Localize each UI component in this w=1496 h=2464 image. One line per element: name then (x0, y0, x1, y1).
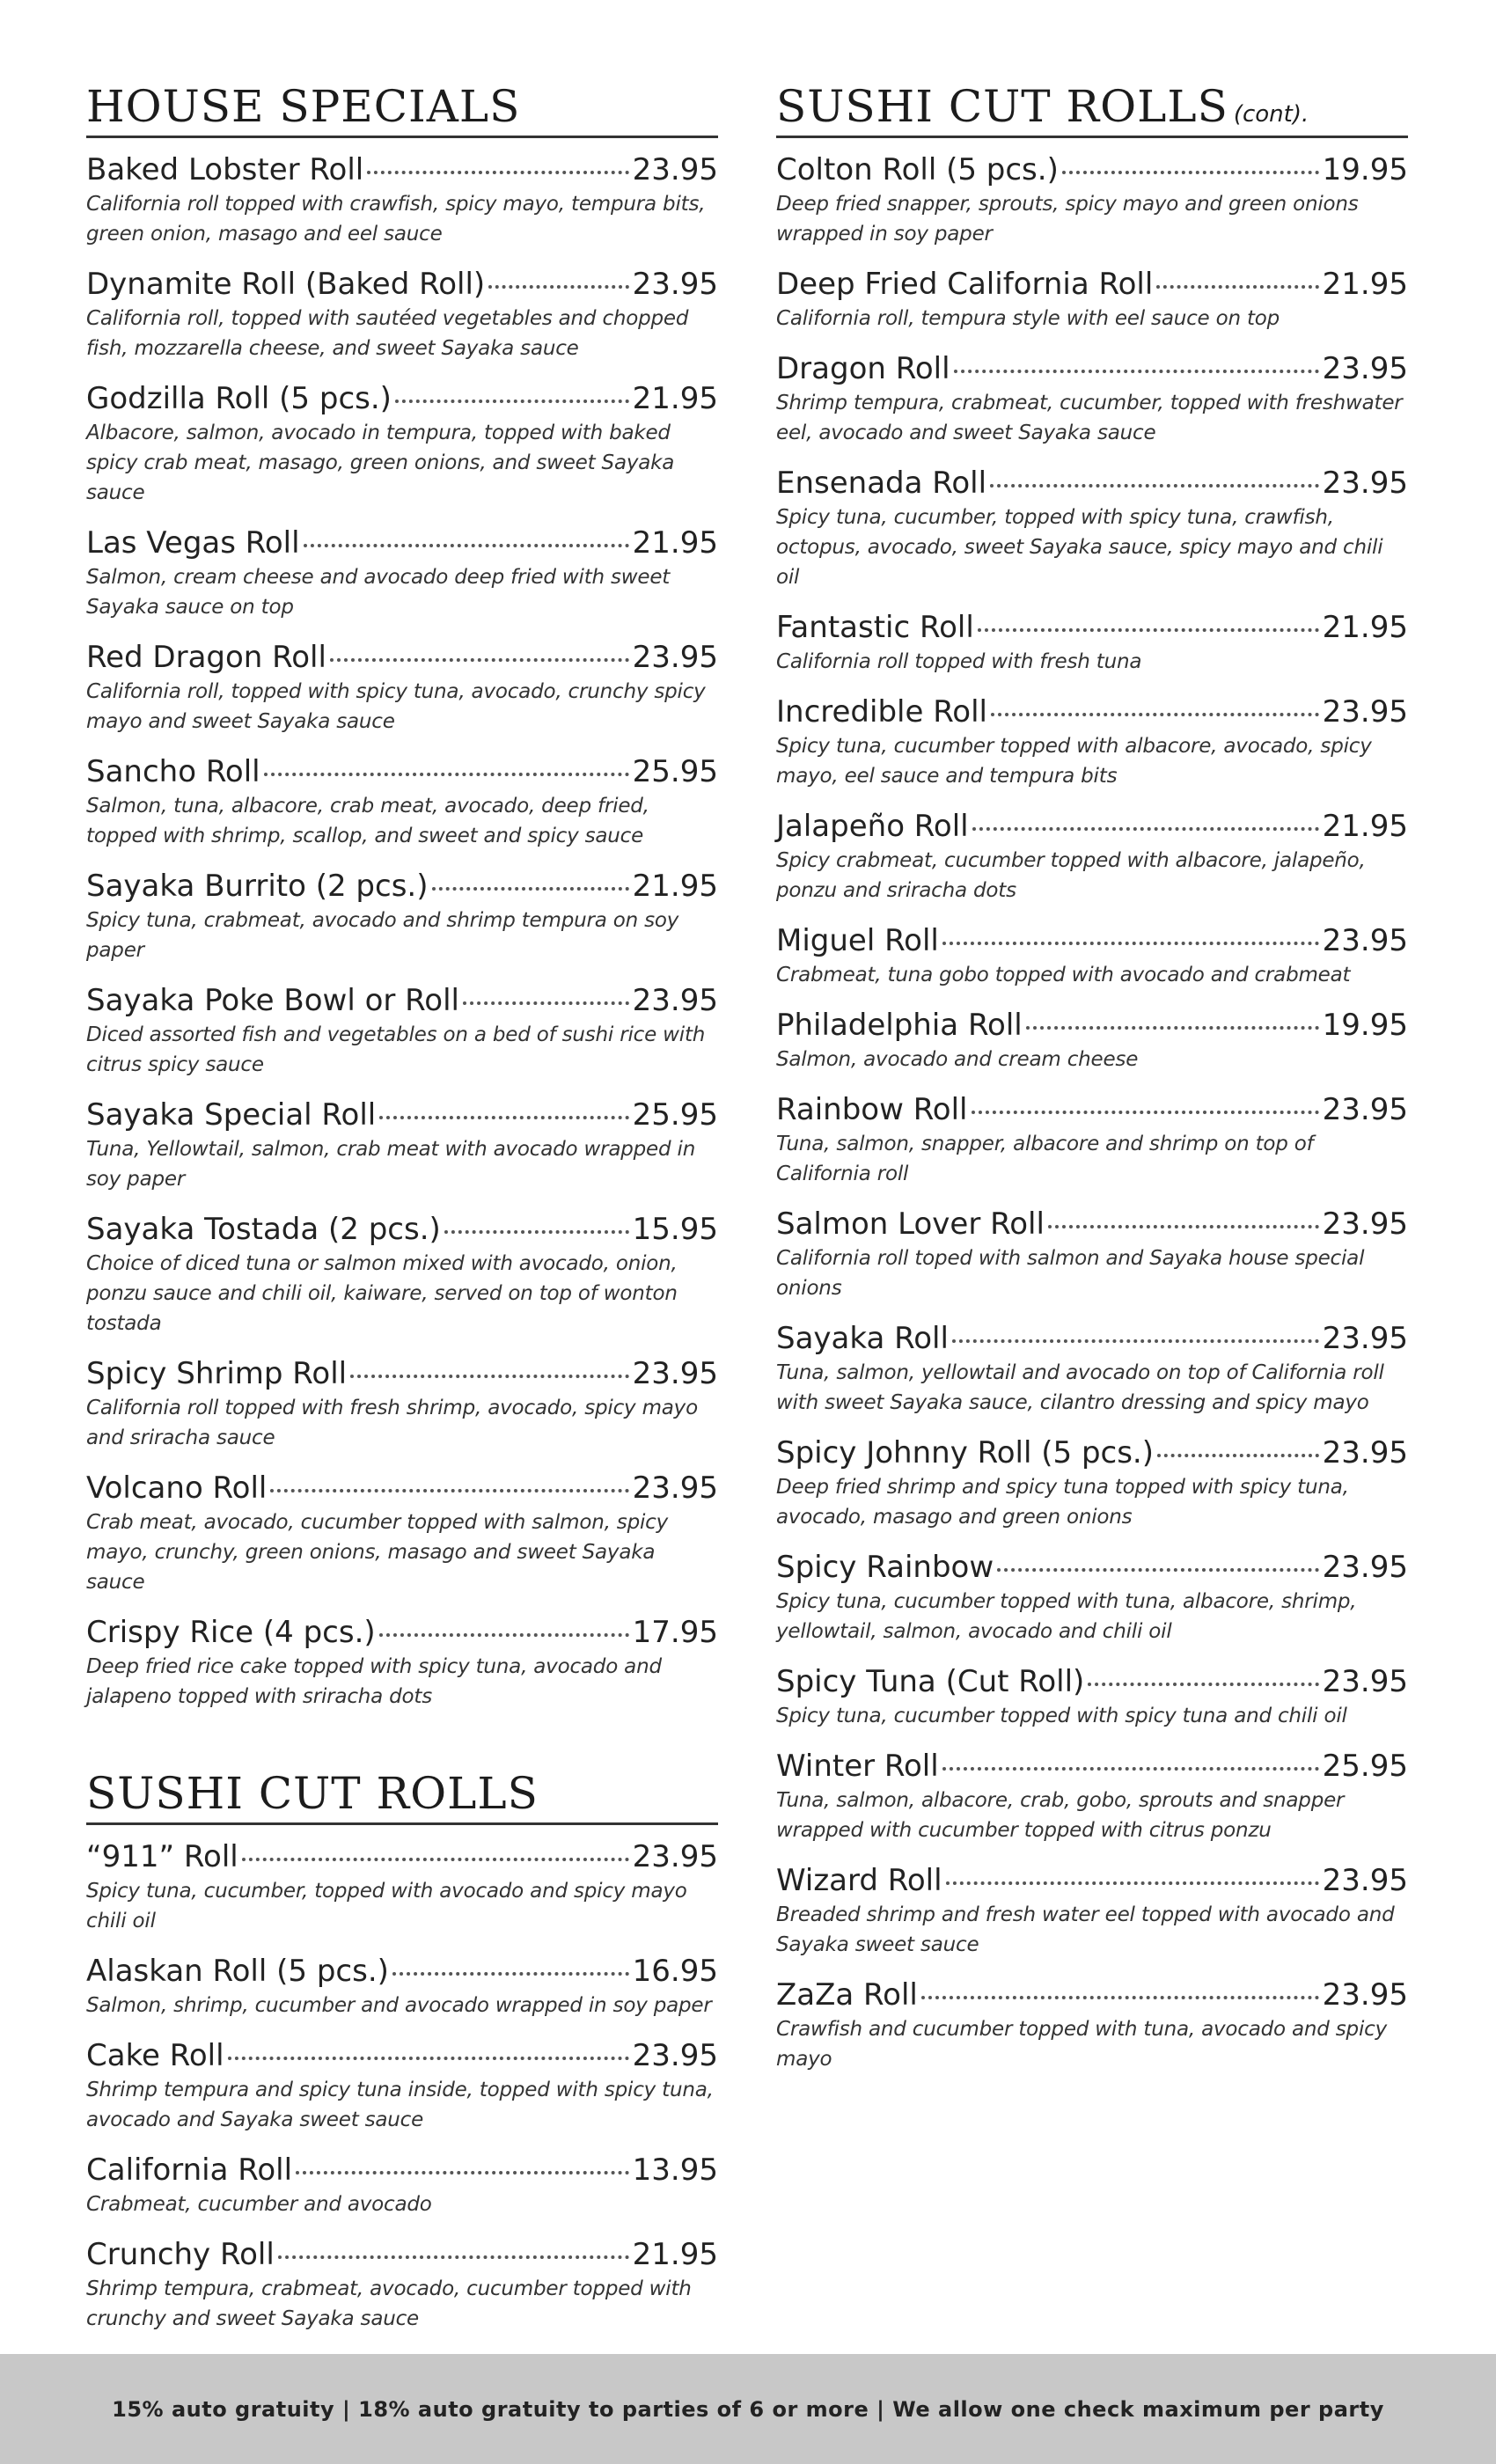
menu-item-row (86, 638, 718, 677)
section-title-sushi-cut-rolls-cont (776, 81, 1408, 138)
menu-item (776, 150, 1408, 249)
menu-item-price: 21.95 (1322, 610, 1408, 645)
menu-item (86, 1613, 718, 1712)
continued-label: (cont). (1233, 101, 1309, 128)
menu-item-price: 23.95 (1322, 1550, 1408, 1585)
right-column (776, 81, 1408, 2090)
dot-leader (990, 484, 1319, 488)
menu-item-price: 17.95 (632, 1615, 718, 1650)
menu-item-price: 21.95 (1322, 809, 1408, 844)
menu-item-description: Tuna, salmon, yellowtail and avocado on top of California roll with sweet Sayaka sauce, cilantro dressing and spicy mayo (776, 1361, 1384, 1414)
dot-leader (997, 1568, 1319, 1572)
menu-item-description: Deep fried rice cake topped with spicy tuna, avocado and jalapeno topped with sriracha dots (86, 1655, 662, 1708)
dot-leader (1157, 1454, 1319, 1457)
dot-leader (1088, 1683, 1318, 1686)
dot-leader (296, 2171, 629, 2174)
dot-leader (1156, 285, 1318, 289)
menu-item-description: Tuna, Yellowtail, salmon, crab meat with avocado wrapped in soy paper (86, 1138, 696, 1191)
menu-item (86, 981, 718, 1080)
menu-item-description: Albacore, salmon, avocado in tempura, topped with baked spicy crab meat, masago, green onions, and sweet Sayaka sauce (86, 422, 675, 504)
menu-item-row (86, 1354, 718, 1393)
menu-item (776, 807, 1408, 906)
menu-item-description: Spicy tuna, cucumber, topped with avocado and spicy mayo chili oil (86, 1880, 687, 1932)
menu-item-price: 15.95 (632, 1212, 718, 1247)
dot-leader (972, 827, 1319, 831)
menu-item-price: 23.95 (1322, 1977, 1408, 2013)
menu-item-description: California roll, topped with sautéed vegetables and chopped fish, mozzarella cheese, and sweet Sayaka sauce (86, 307, 689, 360)
menu-item-row (86, 265, 718, 304)
menu-item-price: 16.95 (632, 1954, 718, 1989)
section-title-text: HOUSE SPECIALS (86, 81, 521, 132)
menu-item (86, 1354, 718, 1453)
menu-item-name: Rainbow Roll (776, 1092, 968, 1127)
menu-item-price: 21.95 (1322, 267, 1408, 302)
dot-leader (278, 2255, 629, 2259)
menu-item-price: 23.95 (632, 983, 718, 1018)
house-specials-list (86, 150, 718, 1712)
menu-item-row (776, 150, 1408, 189)
dot-leader (270, 1489, 628, 1492)
menu-item-price: 25.95 (632, 1097, 718, 1133)
footer-bar (0, 2354, 1496, 2464)
dot-leader (972, 1111, 1319, 1114)
menu-item-row (86, 981, 718, 1020)
menu-item-description: Shrimp tempura and spicy tuna inside, topped with spicy tuna, avocado and Sayaka sweet sauce (86, 2079, 714, 2131)
menu-item-price: 13.95 (632, 2152, 718, 2188)
dot-leader (1048, 1225, 1319, 1228)
menu-item (86, 150, 718, 249)
menu-item-row (776, 1434, 1408, 1472)
dot-leader (392, 1972, 629, 1976)
menu-item-name: Red Dragon Roll (86, 640, 326, 675)
dot-leader (395, 400, 629, 403)
menu-item (776, 693, 1408, 791)
menu-item-name: Philadelphia Roll (776, 1008, 1023, 1043)
menu-item-name: Spicy Tuna (Cut Roll) (776, 1664, 1085, 1699)
section-title-text: SUSHI CUT ROLLS (776, 81, 1228, 132)
menu-item-name: Volcano Roll (86, 1470, 268, 1506)
menu-item-name: Alaskan Roll (5 pcs.) (86, 1954, 389, 1989)
dot-leader (242, 1858, 629, 1861)
menu-item-row (776, 1006, 1408, 1045)
menu-item-row (776, 608, 1408, 647)
dot-leader (978, 628, 1319, 632)
menu-item-description: Shrimp tempura, crabmeat, avocado, cucumber topped with crunchy and sweet Sayaka sauce (86, 2277, 692, 2330)
menu-item-name: Fantastic Roll (776, 610, 974, 645)
menu-item-name: “911” Roll (86, 1839, 238, 1874)
menu-item-price: 23.95 (1322, 1664, 1408, 1699)
menu-item (776, 1548, 1408, 1646)
menu-item-description: California roll toped with salmon and Sayaka house special onions (776, 1247, 1365, 1300)
menu-item-name: Miguel Roll (776, 923, 939, 958)
menu-item-name: Sayaka Special Roll (86, 1097, 377, 1133)
menu-item-price: 21.95 (632, 2237, 718, 2272)
menu-item (86, 2151, 718, 2219)
menu-item-price: 19.95 (1322, 152, 1408, 187)
menu-item-name: Spicy Johnny Roll (5 pcs.) (776, 1435, 1155, 1470)
menu-item-name: California Roll (86, 2152, 293, 2188)
menu-item (776, 1434, 1408, 1532)
menu-item-description: Spicy tuna, cucumber topped with spicy tuna and chili oil (776, 1705, 1347, 1727)
menu-item-row (776, 464, 1408, 502)
menu-item (86, 524, 718, 622)
menu-item (776, 1747, 1408, 1845)
menu-item-price: 23.95 (632, 152, 718, 187)
dot-leader (264, 773, 629, 776)
menu-item-price: 23.95 (632, 267, 718, 302)
menu-item-description: California roll topped with fresh tuna (776, 650, 1142, 673)
menu-item-name: Wizard Roll (776, 1863, 942, 1898)
sushi-cut-rolls-cont-list (776, 150, 1408, 2074)
section-gap (86, 1727, 718, 1768)
menu-item-row (776, 1319, 1408, 1358)
menu-item (86, 2235, 718, 2334)
menu-item (776, 349, 1408, 448)
menu-item-price: 23.95 (632, 640, 718, 675)
menu-item-price: 23.95 (1322, 923, 1408, 958)
section-title-sushi-cut-rolls (86, 1768, 718, 1825)
menu-item-name: Sayaka Poke Bowl or Roll (86, 983, 459, 1018)
menu-item-price: 23.95 (632, 2038, 718, 2073)
dot-leader (991, 713, 1319, 716)
menu-item-price: 25.95 (1322, 1749, 1408, 1784)
menu-item (776, 1090, 1408, 1189)
menu-item-row (776, 807, 1408, 846)
menu-item-row (86, 1210, 718, 1249)
menu-item-name: Sayaka Roll (776, 1321, 949, 1356)
menu-item-price: 21.95 (632, 381, 718, 416)
menu-item-description: Diced assorted fish and vegetables on a bed of sushi rice with citrus spicy sauce (86, 1023, 706, 1076)
menu-item-name: ZaZa Roll (776, 1977, 918, 2013)
menu-item-name: Dynamite Roll (Baked Roll) (86, 267, 486, 302)
menu-item-description: California roll topped with fresh shrimp, avocado, spicy mayo and sriracha sauce (86, 1397, 698, 1449)
menu-item-description: California roll, tempura style with eel sauce on top (776, 307, 1280, 330)
menu-item (86, 1952, 718, 2020)
menu-item-row (776, 1976, 1408, 2014)
menu-item-row (776, 1548, 1408, 1587)
menu-item-row (776, 1090, 1408, 1129)
menu-item-row (776, 1747, 1408, 1786)
menu-item (86, 2036, 718, 2135)
menu-item (86, 752, 718, 851)
dot-leader (946, 1881, 1319, 1885)
menu-item-description: Salmon, tuna, albacore, crab meat, avocado, deep fried, topped with shrimp, scallop, and sweet and spicy sauce (86, 795, 649, 847)
menu-item-description: Choice of diced tuna or salmon mixed with avocado, onion, ponzu sauce and chili oil, kaiware, served on top of wonton tostada (86, 1252, 678, 1335)
menu-item-price: 23.95 (1322, 694, 1408, 730)
menu-item-description: Spicy tuna, cucumber topped with albacore, avocado, spicy mayo, eel sauce and tempura bits (776, 735, 1372, 788)
menu-item-row (86, 2151, 718, 2189)
menu-item-row (86, 1469, 718, 1507)
menu-item-description: California roll topped with crawfish, spicy mayo, tempura bits, green onion, masago and eel sauce (86, 193, 706, 246)
dot-leader (488, 285, 628, 289)
menu-item (776, 1861, 1408, 1960)
menu-item-description: Crab meat, avocado, cucumber topped with salmon, spicy mayo, crunchy, green onions, masago and sweet Sayaka sauce (86, 1511, 669, 1594)
menu-item-name: Crispy Rice (4 pcs.) (86, 1615, 376, 1650)
menu-item-price: 25.95 (632, 754, 718, 789)
menu-item-price: 23.95 (1322, 1321, 1408, 1356)
menu-item-name: Jalapeño Roll (776, 809, 969, 844)
menu-item-description: Deep fried shrimp and spicy tuna topped with spicy tuna, avocado, masago and green onions (776, 1476, 1349, 1529)
menu-item-row (86, 524, 718, 562)
menu-item-description: Salmon, shrimp, cucumber and avocado wrapped in soy paper (86, 1994, 712, 2017)
menu-item (86, 1210, 718, 1338)
menu-item-name: Colton Roll (5 pcs.) (776, 152, 1059, 187)
menu-item (776, 1976, 1408, 2074)
dot-leader (952, 1339, 1319, 1343)
menu-item-description: Spicy tuna, crabmeat, avocado and shrimp tempura on soy paper (86, 909, 679, 962)
menu-item-description: Crawfish and cucumber topped with tuna, avocado and spicy mayo (776, 2018, 1387, 2071)
menu-item (776, 1319, 1408, 1418)
dot-leader (304, 544, 629, 547)
dot-leader (1026, 1026, 1319, 1030)
menu-item-name: Sancho Roll (86, 754, 260, 789)
menu-item-price: 23.95 (1322, 1092, 1408, 1127)
menu-item (776, 608, 1408, 677)
menu-item-row (86, 2036, 718, 2075)
menu-item-name: Sayaka Burrito (2 pcs.) (86, 869, 429, 904)
menu-item (86, 1837, 718, 1936)
menu-item-row (86, 379, 718, 418)
menu-item-price: 19.95 (1322, 1008, 1408, 1043)
menu-item-price: 23.95 (1322, 1206, 1408, 1242)
dot-leader (1062, 171, 1319, 174)
menu-item-price: 23.95 (1322, 466, 1408, 501)
menu-item-row (776, 1861, 1408, 1900)
menu-item-name: Spicy Shrimp Roll (86, 1356, 348, 1391)
menu-item-description: Spicy tuna, cucumber, topped with spicy tuna, crawfish, octopus, avocado, sweet Sayaka sauce, spicy mayo and chili oil (776, 506, 1383, 589)
menu-item-price: 23.95 (1322, 1435, 1408, 1470)
menu-item (776, 464, 1408, 592)
menu-item-description: Spicy tuna, cucumber topped with tuna, albacore, shrimp, yellowtail, salmon, avocado and chili oil (776, 1590, 1357, 1643)
menu-item-row (86, 752, 718, 791)
menu-item-name: Cake Roll (86, 2038, 224, 2073)
menu-item-description: California roll, topped with spicy tuna, avocado, crunchy spicy mayo and sweet Sayaka sauce (86, 680, 706, 733)
menu-item-row (776, 693, 1408, 731)
menu-item-name: Sayaka Tostada (2 pcs.) (86, 1212, 441, 1247)
dot-leader (228, 2057, 629, 2060)
menu-item-row (86, 1837, 718, 1876)
menu-item-description: Shrimp tempura, crabmeat, cucumber, topped with freshwater eel, avocado and sweet Sayaka sauce (776, 392, 1403, 444)
menu-item (776, 921, 1408, 990)
menu-item-description: Tuna, salmon, albacore, crab, gobo, sprouts and snapper wrapped with cucumber topped with citrus ponzu (776, 1789, 1345, 1842)
menu-item-name: Baked Lobster Roll (86, 152, 364, 187)
menu-item (776, 1662, 1408, 1731)
menu-item-name: Deep Fried California Roll (776, 267, 1154, 302)
menu-item-name: Salmon Lover Roll (776, 1206, 1045, 1242)
dot-leader (921, 1996, 1319, 1999)
menu-item (86, 265, 718, 363)
menu-item-row (86, 867, 718, 906)
menu-item-description: Tuna, salmon, snapper, albacore and shrimp on top of California roll (776, 1133, 1314, 1185)
menu-item-price: 23.95 (632, 1470, 718, 1506)
menu-item-row (776, 921, 1408, 960)
menu-item-row (86, 1096, 718, 1134)
menu-item-price: 23.95 (1322, 1863, 1408, 1898)
menu-item-row (86, 2235, 718, 2274)
menu-item-name: Las Vegas Roll (86, 525, 300, 561)
dot-leader (379, 1633, 629, 1637)
menu-item-price: 21.95 (632, 525, 718, 561)
menu-item-row (776, 265, 1408, 304)
dot-leader (942, 942, 1319, 945)
menu-item (776, 265, 1408, 334)
menu-item (86, 1096, 718, 1194)
dot-leader (463, 1001, 629, 1005)
menu-item-name: Godzilla Roll (5 pcs.) (86, 381, 392, 416)
menu-item (86, 379, 718, 508)
menu-item-row (776, 349, 1408, 388)
menu-item-description: Deep fried snapper, sprouts, spicy mayo and green onions wrapped in soy paper (776, 193, 1359, 246)
menu-item-name: Incredible Roll (776, 694, 987, 730)
section-title-text: SUSHI CUT ROLLS (86, 1768, 539, 1819)
menu-item-price: 21.95 (632, 869, 718, 904)
menu-item-description: Spicy crabmeat, cucumber topped with albacore, jalapeño, ponzu and sriracha dots (776, 849, 1366, 902)
left-column (86, 81, 718, 2350)
footer-policy-text: 15% auto gratuity | 18% auto gratuity to parties of 6 or more | We allow one check maximum per party (112, 2396, 1384, 2422)
menu-item-description: Salmon, avocado and cream cheese (776, 1048, 1139, 1071)
menu-item-description: Crabmeat, tuna gobo topped with avocado and crabmeat (776, 964, 1351, 986)
menu-item-description: Breaded shrimp and fresh water eel topped with avocado and Sayaka sweet sauce (776, 1903, 1395, 1956)
dot-leader (367, 171, 628, 174)
dot-leader (379, 1116, 628, 1119)
menu-item-name: Spicy Rainbow (776, 1550, 994, 1585)
menu-item-price: 23.95 (632, 1356, 718, 1391)
menu-item (86, 638, 718, 737)
dot-leader (942, 1767, 1319, 1771)
menu-item-price: 23.95 (632, 1839, 718, 1874)
sushi-cut-rolls-list (86, 1837, 718, 2334)
dot-leader (444, 1230, 629, 1234)
dot-leader (350, 1375, 629, 1378)
menu-item-row (86, 1613, 718, 1652)
menu-item-row (86, 150, 718, 189)
section-title-house-specials (86, 81, 718, 138)
menu-item-name: Winter Roll (776, 1749, 939, 1784)
menu-item-price: 23.95 (1322, 351, 1408, 386)
menu-item (776, 1205, 1408, 1303)
dot-leader (432, 887, 629, 891)
menu-item-name: Crunchy Roll (86, 2237, 275, 2272)
dot-leader (330, 658, 629, 662)
menu-item (86, 1469, 718, 1597)
menu-item-row (776, 1205, 1408, 1243)
menu-item-name: Dragon Roll (776, 351, 950, 386)
menu-item (86, 867, 718, 965)
dot-leader (954, 370, 1319, 373)
menu-item-row (776, 1662, 1408, 1701)
menu-item-row (86, 1952, 718, 1991)
menu-item-name: Ensenada Roll (776, 466, 987, 501)
menu-item (776, 1006, 1408, 1074)
menu-item-description: Crabmeat, cucumber and avocado (86, 2193, 432, 2216)
menu-item-description: Salmon, cream cheese and avocado deep fried with sweet Sayaka sauce on top (86, 566, 671, 619)
